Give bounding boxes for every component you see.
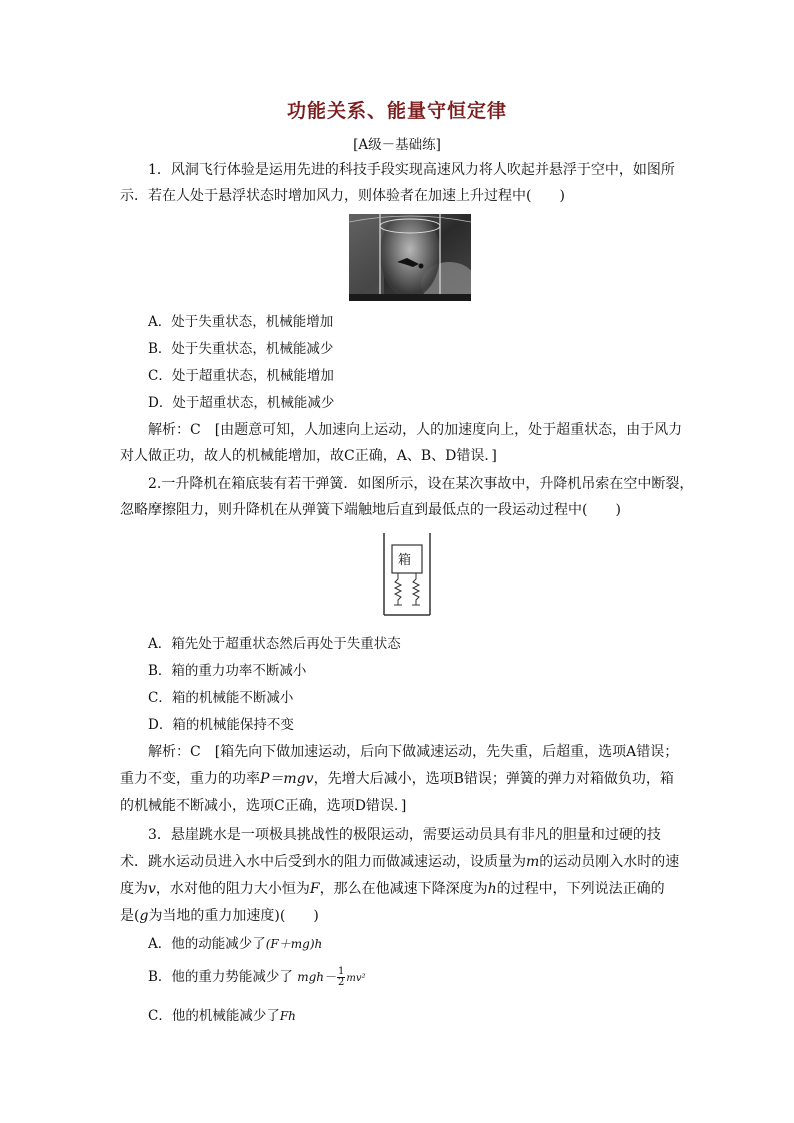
q1-option-c: C．处于超重状态，机械能增加: [148, 368, 334, 384]
q3-option-c: C．他的机械能减少了Fh: [148, 1008, 296, 1024]
q2-option-d: D．箱的机械能保持不变: [148, 717, 294, 733]
wind-tunnel-photo: [349, 214, 471, 301]
q2-option-b: B．箱的重力功率不断减小: [148, 663, 307, 679]
q3-option-a: A．他的动能减少了(F＋mg)h: [148, 936, 323, 952]
q2-text-line2: 忽略摩擦阻力，则升降机在从弹簧下端触地后直到最低点的一段运动过程中( ): [120, 502, 621, 518]
q3-text-line4: 是(g为当地的重力加速度)( ): [120, 908, 319, 924]
q3-text-line1: 3．悬崖跳水是一项极具挑战性的极限运动，需要运动员具有非凡的胆量和过硬的技: [148, 827, 661, 843]
q3-text-line3: 度为v，水对他的阻力大小恒为F，那么在他减速下降深度为h的过程中，下列说法正确的: [120, 881, 665, 897]
q2-option-c: C．箱的机械能不断减小: [148, 690, 294, 706]
q3-option-b: B．他的重力势能减少了 mgh－ $\frac{1}{2}$ mv²: [148, 966, 366, 988]
q1-analysis-line2: 对人做正功，故人的机械能增加，故C正确，A、B、D错误．]: [120, 448, 497, 464]
fraction-one-half: $\frac{1}{2}$: [338, 966, 345, 988]
q1-text-line1: 1．风洞飞行体验是运用先进的科技手段实现高速风力将人吹起并悬浮于空中，如图所: [148, 162, 675, 178]
q1-analysis-line1: 解析：C [由题意可知，人加速向上运动，人的加速度向上，处于超重状态，由于风力: [148, 422, 683, 438]
q3-text-line2: 术．跳水运动员进入水中后受到水的阻力而做减速运动，设质量为m的运动员刚入水时的速: [120, 854, 680, 870]
q2-analysis-line3: 的机械能不断减小，选项C正确，选项D错误．]: [120, 798, 407, 814]
q1-option-b: B．处于失重状态，机械能减少: [148, 341, 334, 357]
q2-analysis-line2: 重力不变，重力的功率P＝mgv，先增大后减小，选项B错误；弹簧的弹力对箱做负功，箱: [120, 771, 674, 787]
q2-option-a: A．箱先处于超重状态然后再处于失重状态: [148, 636, 401, 652]
section-level: [A级－基础练]: [353, 137, 441, 153]
q2-analysis-line1: 解析：C [箱先向下做加速运动，后向下做减速运动，先失重，后超重，选项A错误；: [148, 744, 679, 760]
q1-option-a: A．处于失重状态，机械能增加: [148, 314, 334, 330]
box-label: 箱: [398, 553, 412, 568]
q1-option-d: D．处于超重状态，机械能减少: [148, 395, 335, 411]
q1-text-line2: 示．若在人处于悬浮状态时增加风力，则体验者在加速上升过程中( ): [120, 188, 565, 204]
q2-text-line1: 2.一升降机在箱底装有若干弹簧．如图所示，设在某次事故中，升降机吊索在空中断裂，: [148, 476, 694, 492]
page-title: 功能关系、能量守恒定律: [286, 100, 507, 122]
elevator-spring-diagram: [382, 531, 432, 619]
